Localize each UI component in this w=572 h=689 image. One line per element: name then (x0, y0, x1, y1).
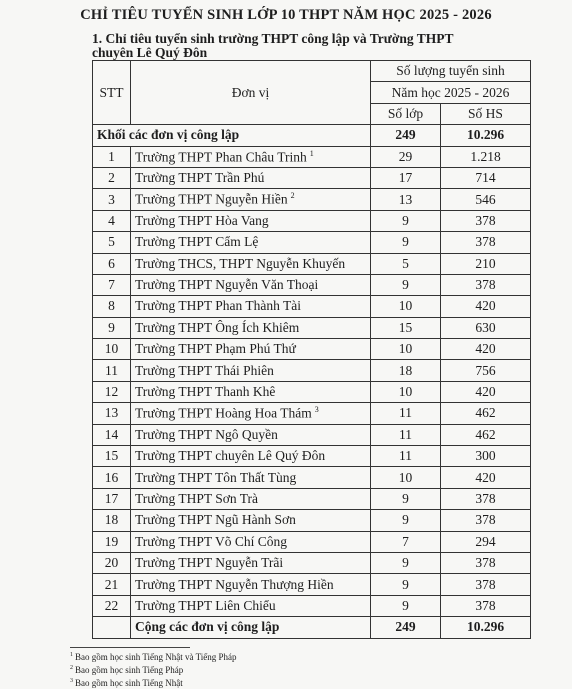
footnote-item (70, 663, 237, 676)
header-stt: STT (93, 61, 131, 125)
row-students: 756 (441, 360, 531, 381)
table-row (93, 146, 531, 167)
row-stt: 14 (93, 424, 131, 445)
row-students: 378 (441, 552, 531, 573)
footnote-divider (70, 647, 190, 648)
row-classes: 9 (371, 552, 441, 573)
footnote-item (70, 676, 237, 689)
footnote-text: Bao gồm học sinh Tiếng Nhật và Tiếng Pháp (75, 652, 237, 662)
row-stt: 9 (93, 317, 131, 338)
row-students: 378 (441, 274, 531, 295)
row-stt: 16 (93, 467, 131, 488)
row-stt: 17 (93, 488, 131, 509)
table-row (93, 210, 531, 231)
header-school-year: Năm học 2025 - 2026 (371, 82, 531, 103)
row-unit-name (131, 317, 371, 338)
unit-name-text: Trường THPT Nguyễn Trãi (135, 555, 284, 571)
unit-name-text: Trường THPT Ngũ Hành Sơn (135, 512, 296, 528)
table-row (93, 552, 531, 573)
row-stt: 6 (93, 253, 131, 274)
row-classes: 10 (371, 339, 441, 360)
table-row (93, 253, 531, 274)
row-classes: 9 (371, 210, 441, 231)
total-students: 10.296 (441, 617, 531, 638)
row-stt: 22 (93, 595, 131, 616)
footnote-number: 2 (70, 665, 73, 671)
row-stt: 5 (93, 232, 131, 253)
row-students: 378 (441, 510, 531, 531)
footnote-marker: 3 (314, 405, 319, 415)
row-students: 420 (441, 296, 531, 317)
unit-name-text: Trường THPT Thái Phiên (135, 362, 274, 378)
row-classes: 10 (371, 467, 441, 488)
group-label: Khối các đơn vị công lập (93, 125, 371, 146)
row-classes: 11 (371, 446, 441, 467)
row-stt: 20 (93, 552, 131, 573)
unit-name-text: Trường THPT Thanh Khê (135, 384, 276, 400)
row-students: 1.218 (441, 146, 531, 167)
row-classes: 9 (371, 274, 441, 295)
row-students: 420 (441, 467, 531, 488)
row-students: 378 (441, 574, 531, 595)
row-unit-name (131, 574, 371, 595)
footnote-number: 3 (70, 678, 73, 684)
row-students: 378 (441, 232, 531, 253)
table-row (93, 424, 531, 445)
table-row (93, 296, 531, 317)
table-row (93, 274, 531, 295)
row-unit-name (131, 595, 371, 616)
row-stt: 10 (93, 339, 131, 360)
row-unit-name (131, 424, 371, 445)
row-unit-name (131, 339, 371, 360)
document-title: CHỈ TIÊU TUYỂN SINH LỚP 10 THPT NĂM HỌC 2025 - 2026 (80, 7, 492, 23)
row-students: 294 (441, 531, 531, 552)
row-classes: 7 (371, 531, 441, 552)
group-row (93, 125, 531, 146)
table-row (93, 317, 531, 338)
row-unit-name (131, 510, 371, 531)
row-unit-name (131, 467, 371, 488)
row-unit-name (131, 531, 371, 552)
row-unit-name (131, 552, 371, 573)
row-students: 378 (441, 595, 531, 616)
table-row (93, 446, 531, 467)
row-stt: 2 (93, 167, 131, 188)
unit-name-text: Trường THPT Trần Phú (135, 170, 265, 186)
footnotes (70, 650, 237, 689)
unit-name-text: Trường THPT Võ Chí Công (135, 533, 288, 549)
table-row (93, 339, 531, 360)
table-row (93, 167, 531, 188)
row-stt: 11 (93, 360, 131, 381)
unit-name-text: Trường THPT Phan Châu Trinh (135, 149, 307, 164)
unit-name-text: Trường THPT Phạm Phú Thứ (135, 341, 296, 357)
table-row (93, 488, 531, 509)
footnote-item (70, 650, 237, 663)
row-classes: 17 (371, 167, 441, 188)
row-unit-name (131, 146, 371, 167)
row-unit-name (131, 381, 371, 402)
row-unit-name (131, 210, 371, 231)
row-students: 630 (441, 317, 531, 338)
row-unit-name (131, 360, 371, 381)
group-students: 10.296 (441, 125, 531, 146)
row-stt: 19 (93, 531, 131, 552)
unit-name-text: Trường THPT Hòa Vang (135, 212, 269, 228)
row-stt: 1 (93, 146, 131, 167)
row-unit-name (131, 167, 371, 188)
row-classes: 18 (371, 360, 441, 381)
footnote-text: Bao gồm học sinh Tiếng Pháp (75, 665, 184, 675)
unit-name-text: Trường THPT Sơn Trà (135, 491, 259, 506)
row-classes: 9 (371, 595, 441, 616)
table-row (93, 232, 531, 253)
row-stt: 4 (93, 210, 131, 231)
header-quota: Số lượng tuyển sinh (371, 61, 531, 82)
row-students: 462 (441, 424, 531, 445)
row-classes: 11 (371, 424, 441, 445)
row-students: 714 (441, 167, 531, 188)
unit-name-text: Trường THPT Ông Ích Khiêm (135, 319, 300, 335)
total-row (93, 617, 531, 638)
section-heading: 1. Chỉ tiêu tuyển sinh trường THPT công lập và Trường THPT (92, 31, 454, 46)
unit-name-text: Trường THCS, THPT Nguyễn Khuyến (135, 255, 346, 271)
row-classes: 10 (371, 296, 441, 317)
header-unit: Đơn vị (131, 61, 371, 125)
row-unit-name (131, 488, 371, 509)
row-students: 378 (441, 210, 531, 231)
row-stt: 8 (93, 296, 131, 317)
row-students: 210 (441, 253, 531, 274)
table-row (93, 403, 531, 424)
row-unit-name (131, 446, 371, 467)
table-row (93, 574, 531, 595)
row-classes: 5 (371, 253, 441, 274)
row-classes: 10 (371, 381, 441, 402)
header-classes: Số lớp (371, 103, 441, 124)
footnote-text: Bao gồm học sinh Tiếng Nhật (75, 678, 183, 688)
row-classes: 9 (371, 574, 441, 595)
table-row (93, 381, 531, 402)
footnote-number: 1 (70, 652, 73, 658)
unit-name-text: Trường THPT Cẩm Lệ (135, 234, 259, 250)
unit-name-text: Trường THPT Nguyễn Văn Thoại (135, 277, 319, 293)
enrollment-quota-table (92, 60, 531, 639)
row-classes: 29 (371, 146, 441, 167)
unit-name-text: Trường THPT Liên Chiểu (135, 597, 276, 613)
row-unit-name (131, 274, 371, 295)
row-stt: 21 (93, 574, 131, 595)
row-stt: 15 (93, 446, 131, 467)
table-row (93, 189, 531, 210)
footnote-marker: 1 (309, 148, 314, 158)
row-stt: 12 (93, 381, 131, 402)
row-students: 546 (441, 189, 531, 210)
row-unit-name (131, 232, 371, 253)
total-classes: 249 (371, 617, 441, 638)
row-students: 420 (441, 381, 531, 402)
row-classes: 13 (371, 189, 441, 210)
unit-name-text: Trường THPT Phan Thành Tài (135, 298, 301, 314)
row-classes: 9 (371, 232, 441, 253)
footnote-marker: 2 (290, 191, 295, 201)
row-stt: 13 (93, 403, 131, 424)
table-row (93, 360, 531, 381)
unit-name-text: Trường THPT Ngô Quyền (135, 426, 278, 442)
table-row (93, 531, 531, 552)
table-row (93, 467, 531, 488)
row-stt: 3 (93, 189, 131, 210)
row-unit-name (131, 189, 371, 210)
unit-name-text: Trường THPT Nguyễn Thượng Hiền (135, 576, 334, 592)
row-students: 462 (441, 403, 531, 424)
row-unit-name (131, 403, 371, 424)
row-unit-name (131, 296, 371, 317)
row-students: 420 (441, 339, 531, 360)
header-students: Số HS (441, 103, 531, 124)
unit-name-text: Trường THPT Hoàng Hoa Thám (135, 405, 312, 421)
unit-name-text: Trường THPT Tôn Thất Tùng (135, 469, 297, 485)
total-label: Cộng các đơn vị công lập (131, 617, 371, 638)
unit-name-text: Trường THPT Nguyễn Hiền (135, 191, 288, 207)
row-classes: 11 (371, 403, 441, 424)
row-classes: 15 (371, 317, 441, 338)
section-heading-continued: chuyên Lê Quý Đôn (92, 45, 208, 60)
row-classes: 9 (371, 488, 441, 509)
table-row (93, 595, 531, 616)
unit-name-text: Trường THPT chuyên Lê Quý Đôn (135, 448, 326, 464)
row-unit-name (131, 253, 371, 274)
table-row (93, 510, 531, 531)
row-students: 378 (441, 488, 531, 509)
row-stt: 18 (93, 510, 131, 531)
row-stt: 7 (93, 274, 131, 295)
row-classes: 9 (371, 510, 441, 531)
row-students: 300 (441, 446, 531, 467)
group-classes: 249 (371, 125, 441, 146)
